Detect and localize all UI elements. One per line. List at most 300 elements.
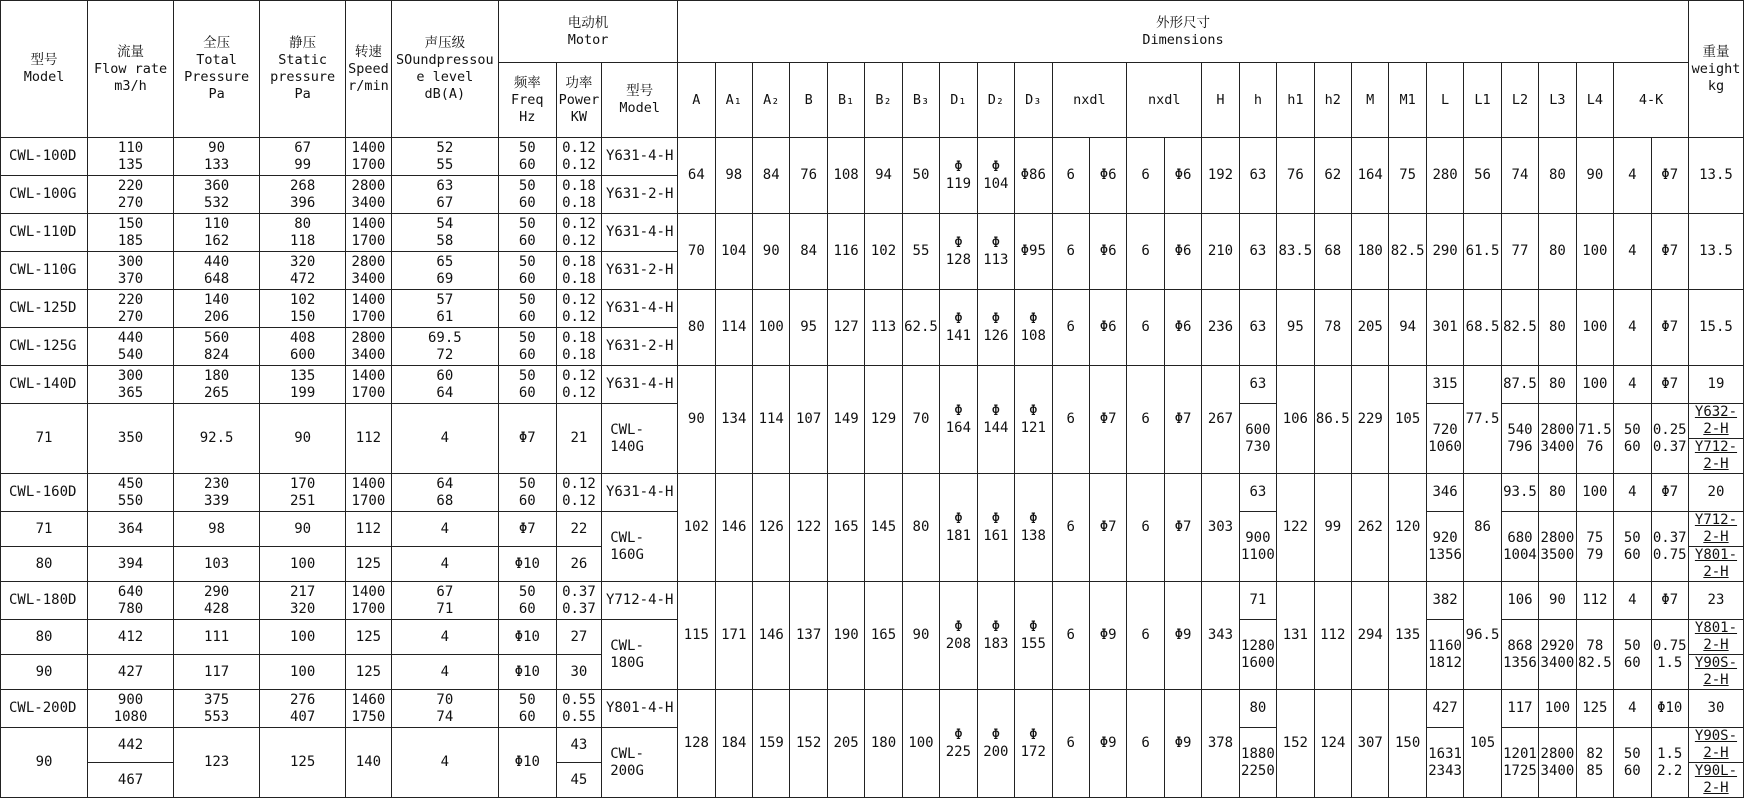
dim-4k-d: Φ7	[498, 512, 556, 547]
dim-D3: Φ 155	[1015, 582, 1052, 690]
dim-h1: 83.5	[1277, 214, 1314, 290]
speed-cell: 2800 3400	[346, 176, 392, 214]
dim-4k-d: Φ7	[1651, 138, 1688, 214]
model-cell: CWL-160G	[602, 512, 678, 582]
model-cell: CWL-200D	[1, 690, 88, 728]
dim-L1: 68.5	[1464, 290, 1501, 366]
model-cell: CWL-160D	[1, 474, 88, 512]
dim-n1: 6	[1052, 214, 1089, 290]
dim-n2: 6	[1127, 214, 1164, 290]
dim-L2: 93.5	[1501, 474, 1538, 512]
static-pressure-cell: 320 472	[260, 252, 346, 290]
dim-L3: 90	[260, 512, 346, 547]
freq-cell: 50 60	[498, 582, 556, 620]
header-dim-18: L	[1426, 63, 1463, 138]
motor-model-cell: Y631-4-H	[602, 366, 678, 404]
dim-B1: 149	[827, 366, 864, 474]
dim-L: 427	[1426, 690, 1463, 728]
dim-h2: 62	[1314, 138, 1351, 214]
motor-model-cell: Y712-2-H	[1688, 439, 1743, 474]
weight-cell: 15.5	[1688, 290, 1743, 366]
dim-D2: Φ 126	[977, 290, 1014, 366]
weight-cell: 30	[556, 655, 602, 690]
dim-L2: 103	[174, 547, 260, 582]
model-cell: CWL-125G	[1, 328, 88, 366]
dim-A2: 90	[753, 214, 790, 290]
dim-L2: 117	[174, 655, 260, 690]
dim-L: 427	[88, 655, 174, 690]
dim-H: 378	[1202, 690, 1239, 798]
dim-h2: 112	[1314, 582, 1351, 690]
motor-model-cell: Y631-2-H	[602, 252, 678, 290]
motor-model-cell: Y801-2-H	[1688, 547, 1743, 582]
dim-B2: 145	[865, 474, 902, 582]
dim-h: 80	[1239, 690, 1276, 728]
dim-A2: 114	[753, 366, 790, 474]
freq-cell: 50 60	[498, 252, 556, 290]
dim-d1: Φ7	[1089, 366, 1126, 474]
header-static-pressure: 静压 Static pressure Pa	[260, 1, 346, 138]
dim-B2: 102	[865, 214, 902, 290]
dim-M1: 105	[1389, 366, 1426, 474]
dim-D2: Φ 104	[977, 138, 1014, 214]
dim-h2: 86.5	[1314, 366, 1351, 474]
dim-4k-d: Φ7	[498, 404, 556, 474]
dim-A2: 159	[753, 690, 790, 798]
header-dim-17: M1	[1389, 63, 1426, 138]
dim-L4: 125	[1576, 690, 1613, 728]
freq-cell: 50 60	[1614, 404, 1651, 474]
model-cell: CWL-110G	[1, 252, 88, 290]
dim-4k-n: 4	[391, 404, 498, 474]
speed-cell: 1400 1700	[346, 582, 392, 620]
motor-model-cell: Y712-2-H	[1688, 512, 1743, 547]
model-cell: CWL-100D	[1, 138, 88, 176]
speed-cell: 2920 3400	[1539, 620, 1576, 690]
dim-4k-d: Φ10	[1651, 690, 1688, 728]
weight-cell: 23	[1688, 582, 1743, 620]
dim-4k-n: 4	[391, 512, 498, 547]
header-dim-19: L1	[1464, 63, 1501, 138]
dim-h: 63	[1239, 214, 1276, 290]
dim-A1: 146	[715, 474, 752, 582]
model-cell: CWL-100G	[1, 176, 88, 214]
header-dimensions: 外形尺寸 Dimensions	[678, 1, 1689, 63]
freq-cell: 50 60	[1614, 620, 1651, 690]
dim-D1: Φ 128	[940, 214, 977, 290]
flow-cell: 300 365	[88, 366, 174, 404]
header-dim-20: L2	[1501, 63, 1538, 138]
dim-L4: 140	[346, 728, 392, 798]
flow-cell: 900 1100	[1239, 512, 1276, 582]
weight-cell: 43	[556, 728, 602, 763]
static-pressure-cell: 170 251	[260, 474, 346, 512]
sound-cell: 60 64	[391, 366, 498, 404]
header-dim-14: h1	[1277, 63, 1314, 138]
dim-B: 152	[790, 690, 827, 798]
dim-D2: Φ 200	[977, 690, 1014, 798]
motor-model-cell: Y801-4-H	[602, 690, 678, 728]
freq-cell: 50 60	[1614, 512, 1651, 582]
dim-B3: 55	[902, 214, 939, 290]
flow-cell: 1880 2250	[1239, 728, 1276, 798]
static-pressure-cell: 276 407	[260, 690, 346, 728]
dim-L1: 77.5	[1464, 366, 1501, 474]
dim-A2: 84	[753, 138, 790, 214]
sound-cell: 64 68	[391, 474, 498, 512]
dim-B2: 165	[865, 582, 902, 690]
dim-h: 80	[1, 547, 88, 582]
power-cell: 1.5 2.2	[1651, 728, 1688, 798]
dim-B3: 62.5	[902, 290, 939, 366]
dim-4k-d: Φ7	[1651, 474, 1688, 512]
sound-cell: 65 69	[391, 252, 498, 290]
dim-L3: 80	[1539, 474, 1576, 512]
dim-B3: 80	[902, 474, 939, 582]
dim-A: 102	[678, 474, 715, 582]
dim-h: 63	[1239, 366, 1276, 404]
dim-h1: 122	[1277, 474, 1314, 582]
static-pressure-cell: 80 118	[260, 214, 346, 252]
static-pressure-cell: 102 150	[260, 290, 346, 328]
speed-cell: 1400 1700	[346, 214, 392, 252]
speed-cell: 2800 3400	[1539, 728, 1576, 798]
dim-L1: 105	[1464, 690, 1501, 798]
motor-model-cell: Y712-4-H	[602, 582, 678, 620]
dim-A1: 114	[715, 290, 752, 366]
dim-H: 192	[1202, 138, 1239, 214]
total-pressure-cell: 180 265	[174, 366, 260, 404]
dim-H: 210	[1202, 214, 1239, 290]
dim-A2: 100	[753, 290, 790, 366]
total-pressure-cell: 375 553	[174, 690, 260, 728]
dim-L: 280	[1426, 138, 1463, 214]
power-cell: 0.37 0.75	[1651, 512, 1688, 582]
dim-4k-d: Φ10	[498, 620, 556, 655]
header-dim-1: A₁	[715, 63, 752, 138]
dim-d2: Φ7	[1164, 366, 1201, 474]
dim-M: 164	[1352, 138, 1389, 214]
weight-cell: 22	[556, 512, 602, 547]
dim-B2: 129	[865, 366, 902, 474]
dim-A1: 171	[715, 582, 752, 690]
dim-L3: 100	[260, 547, 346, 582]
weight-cell: 26	[556, 547, 602, 582]
header-dim-9: D₃	[1015, 63, 1052, 138]
sound-cell: 67 71	[391, 582, 498, 620]
flow-cell: 220 270	[88, 176, 174, 214]
dim-n1: 6	[1052, 138, 1089, 214]
dim-L4: 112	[346, 404, 392, 474]
dim-L4: 112	[1576, 582, 1613, 620]
dim-d1: Φ6	[1089, 214, 1126, 290]
dim-L3: 80	[1539, 366, 1576, 404]
dim-M1: 120	[1389, 474, 1426, 582]
dim-B: 84	[790, 214, 827, 290]
dim-4k-d: Φ7	[1651, 214, 1688, 290]
dim-B: 107	[790, 366, 827, 474]
power-cell: 0.12 0.12	[556, 290, 602, 328]
dim-4k-n: 4	[1614, 214, 1651, 290]
sound-cell: 57 61	[391, 290, 498, 328]
dim-M: 205	[1352, 290, 1389, 366]
dim-n1: 6	[1052, 366, 1089, 474]
dim-d2: Φ9	[1164, 690, 1201, 798]
dim-B1: 127	[827, 290, 864, 366]
header-dim-11: nxdl	[1127, 63, 1202, 138]
dim-4k-n: 4	[391, 620, 498, 655]
dim-B: 95	[790, 290, 827, 366]
weight-cell: 27	[556, 620, 602, 655]
dim-L: 301	[1426, 290, 1463, 366]
header-dim-6: B₃	[902, 63, 939, 138]
dim-H: 236	[1202, 290, 1239, 366]
dim-A: 115	[678, 582, 715, 690]
dim-M1: 150	[1389, 690, 1426, 798]
freq-cell: 50 60	[498, 176, 556, 214]
power-cell: 0.25 0.37	[1651, 404, 1688, 474]
freq-cell: 50 60	[498, 214, 556, 252]
dim-M: 262	[1352, 474, 1389, 582]
static-pressure-cell: 268 396	[260, 176, 346, 214]
dim-d2: Φ6	[1164, 214, 1201, 290]
dim-A2: 126	[753, 474, 790, 582]
dim-B1: 108	[827, 138, 864, 214]
dim-B1: 165	[827, 474, 864, 582]
dim-L4: 100	[1576, 214, 1613, 290]
dim-h: 71	[1, 404, 88, 474]
dim-L3: 80	[1539, 214, 1576, 290]
static-pressure-cell: 67 99	[260, 138, 346, 176]
dim-n2: 6	[1127, 138, 1164, 214]
dim-n1: 6	[1052, 582, 1089, 690]
dim-h2: 78	[1314, 290, 1351, 366]
sound-cell: 71.5 76	[1576, 404, 1613, 474]
dim-4k-d: Φ7	[1651, 290, 1688, 366]
dim-D1: Φ 119	[940, 138, 977, 214]
dim-h: 80	[1, 620, 88, 655]
dim-B: 76	[790, 138, 827, 214]
header-dim-15: h2	[1314, 63, 1351, 138]
dim-B2: 180	[865, 690, 902, 798]
flow-cell: 450 550	[88, 474, 174, 512]
dim-B2: 113	[865, 290, 902, 366]
dim-D3: Φ 121	[1015, 366, 1052, 474]
dim-h1: 76	[1277, 138, 1314, 214]
static-pressure-cell: 680 1004	[1501, 512, 1538, 582]
dim-4k-d: Φ7	[1651, 366, 1688, 404]
dim-L: 346	[1426, 474, 1463, 512]
dim-n2: 6	[1127, 690, 1164, 798]
dim-L2: 106	[1501, 582, 1538, 620]
motor-model-cell: Y90S-2-H	[1688, 655, 1743, 690]
dim-L4: 125	[346, 655, 392, 690]
dim-L4: 100	[1576, 290, 1613, 366]
dim-A: 70	[678, 214, 715, 290]
header-total-pressure: 全压 Total Pressure Pa	[174, 1, 260, 138]
motor-model-cell: Y631-2-H	[602, 328, 678, 366]
dim-h: 90	[1, 655, 88, 690]
dim-D2: Φ 183	[977, 582, 1014, 690]
motor-model-cell: Y631-4-H	[602, 290, 678, 328]
dim-n2: 6	[1127, 582, 1164, 690]
freq-cell: 50 60	[498, 328, 556, 366]
motor-model-cell: Y90L-2-H	[1688, 763, 1743, 798]
dim-L2: 111	[174, 620, 260, 655]
speed-cell: 1400 1700	[346, 366, 392, 404]
dim-d2: Φ7	[1164, 474, 1201, 582]
dim-h1: 95	[1277, 290, 1314, 366]
sound-cell: 75 79	[1576, 512, 1613, 582]
weight-cell: 20	[1688, 474, 1743, 512]
dim-n1: 6	[1052, 690, 1089, 798]
total-pressure-cell: 720 1060	[1426, 404, 1463, 474]
dim-D1: Φ 141	[940, 290, 977, 366]
dim-4k-n: 4	[1614, 366, 1651, 404]
flow-cell: 600 730	[1239, 404, 1276, 474]
flow-cell: 150 185	[88, 214, 174, 252]
motor-model-cell: Y90S-2-H	[1688, 728, 1743, 763]
header-dim-7: D₁	[940, 63, 977, 138]
sound-cell: 63 67	[391, 176, 498, 214]
dim-D2: Φ 161	[977, 474, 1014, 582]
dim-4k-d: Φ10	[498, 728, 556, 798]
dim-D1: Φ 225	[940, 690, 977, 798]
dim-B3: 90	[902, 582, 939, 690]
dim-A: 64	[678, 138, 715, 214]
speed-cell: 2800 3400	[346, 328, 392, 366]
header-dim-4: B₁	[827, 63, 864, 138]
dim-4k-n: 4	[391, 728, 498, 798]
dim-B2: 94	[865, 138, 902, 214]
motor-model-cell: Y632-2-H	[1688, 404, 1743, 439]
dim-n1: 6	[1052, 290, 1089, 366]
dim-d2: Φ6	[1164, 290, 1201, 366]
dim-M1: 82.5	[1389, 214, 1426, 290]
static-pressure-cell: 868 1356	[1501, 620, 1538, 690]
dim-d2: Φ9	[1164, 582, 1201, 690]
dim-A1: 104	[715, 214, 752, 290]
sound-cell: 82 85	[1576, 728, 1613, 798]
dim-L2: 82.5	[1501, 290, 1538, 366]
freq-cell: 50 60	[498, 690, 556, 728]
dim-h1: 152	[1277, 690, 1314, 798]
total-pressure-cell: 920 1356	[1426, 512, 1463, 582]
header-dim-22: L4	[1576, 63, 1613, 138]
static-pressure-cell: 217 320	[260, 582, 346, 620]
dim-L3: 90	[1539, 582, 1576, 620]
dim-L2: 87.5	[1501, 366, 1538, 404]
power-cell: 0.18 0.18	[556, 176, 602, 214]
dim-h: 71	[1239, 582, 1276, 620]
dim-L3: 100	[260, 620, 346, 655]
dim-D2: Φ 144	[977, 366, 1014, 474]
speed-cell: 2800 3400	[1539, 404, 1576, 474]
header-dim-23: 4-K	[1614, 63, 1689, 138]
motor-model-cell: Y631-4-H	[602, 474, 678, 512]
dim-B1: 116	[827, 214, 864, 290]
dim-A1: 184	[715, 690, 752, 798]
power-cell: 0.12 0.12	[556, 214, 602, 252]
speed-cell: 1460 1750	[346, 690, 392, 728]
dim-4k-n: 4	[1614, 290, 1651, 366]
total-pressure-cell: 1160 1812	[1426, 620, 1463, 690]
dim-M1: 135	[1389, 582, 1426, 690]
sound-cell: 52 55	[391, 138, 498, 176]
header-dim-0: A	[678, 63, 715, 138]
dim-h2: 68	[1314, 214, 1351, 290]
static-pressure-cell: 408 600	[260, 328, 346, 366]
dim-L4: 112	[346, 512, 392, 547]
dim-d1: Φ6	[1089, 138, 1126, 214]
dim-A2: 146	[753, 582, 790, 690]
freq-cell: 50 60	[1614, 728, 1651, 798]
header-dim-13: h	[1239, 63, 1276, 138]
weight-cell: 21	[556, 404, 602, 474]
freq-cell: 50 60	[498, 138, 556, 176]
header-model: 型号 Model	[1, 1, 88, 138]
dim-D1: Φ 164	[940, 366, 977, 474]
flow-cell: 640 780	[88, 582, 174, 620]
power-cell: 0.18 0.18	[556, 252, 602, 290]
power-cell: 0.18 0.18	[556, 328, 602, 366]
dim-D3: Φ95	[1015, 214, 1052, 290]
dim-h: 63	[1239, 138, 1276, 214]
dim-L3: 125	[260, 728, 346, 798]
dim-D3: Φ 108	[1015, 290, 1052, 366]
total-pressure-cell: 360 532	[174, 176, 260, 214]
flow-cell: 440 540	[88, 328, 174, 366]
dim-B3: 100	[902, 690, 939, 798]
dim-M1: 75	[1389, 138, 1426, 214]
dim-L: 412	[88, 620, 174, 655]
flow-cell: 900 1080	[88, 690, 174, 728]
dim-L4: 125	[346, 620, 392, 655]
dim-h: 71	[1, 512, 88, 547]
dim-B1: 190	[827, 582, 864, 690]
power-cell: 0.12 0.12	[556, 366, 602, 404]
header-dim-3: B	[790, 63, 827, 138]
header-dim-16: M	[1352, 63, 1389, 138]
static-pressure-cell: 1201 1725	[1501, 728, 1538, 798]
motor-model-cell: Y631-4-H	[602, 214, 678, 252]
dim-B1: 205	[827, 690, 864, 798]
model-cell: CWL-140D	[1, 366, 88, 404]
sound-cell: 70 74	[391, 690, 498, 728]
header-flow: 流量 Flow rate m3/h	[88, 1, 174, 138]
dim-L: 442	[88, 728, 174, 763]
dim-4k-n: 4	[1614, 690, 1651, 728]
speed-cell: 1400 1700	[346, 138, 392, 176]
dim-L1: 61.5	[1464, 214, 1501, 290]
dim-B3: 70	[902, 366, 939, 474]
static-pressure-cell: 135 199	[260, 366, 346, 404]
static-pressure-cell: 540 796	[1501, 404, 1538, 474]
weight-cell: 45	[556, 763, 602, 798]
dim-D1: Φ 181	[940, 474, 977, 582]
dim-h: 63	[1239, 290, 1276, 366]
dim-A1: 98	[715, 138, 752, 214]
dim-H: 343	[1202, 582, 1239, 690]
model-cell: CWL-110D	[1, 214, 88, 252]
power-cell: 0.12 0.12	[556, 474, 602, 512]
dim-L3: 100	[1539, 690, 1576, 728]
model-cell: CWL-140G	[602, 404, 678, 474]
dim-H: 303	[1202, 474, 1239, 582]
dim-D1: Φ 208	[940, 582, 977, 690]
dim-A: 80	[678, 290, 715, 366]
dim-D3: Φ86	[1015, 138, 1052, 214]
